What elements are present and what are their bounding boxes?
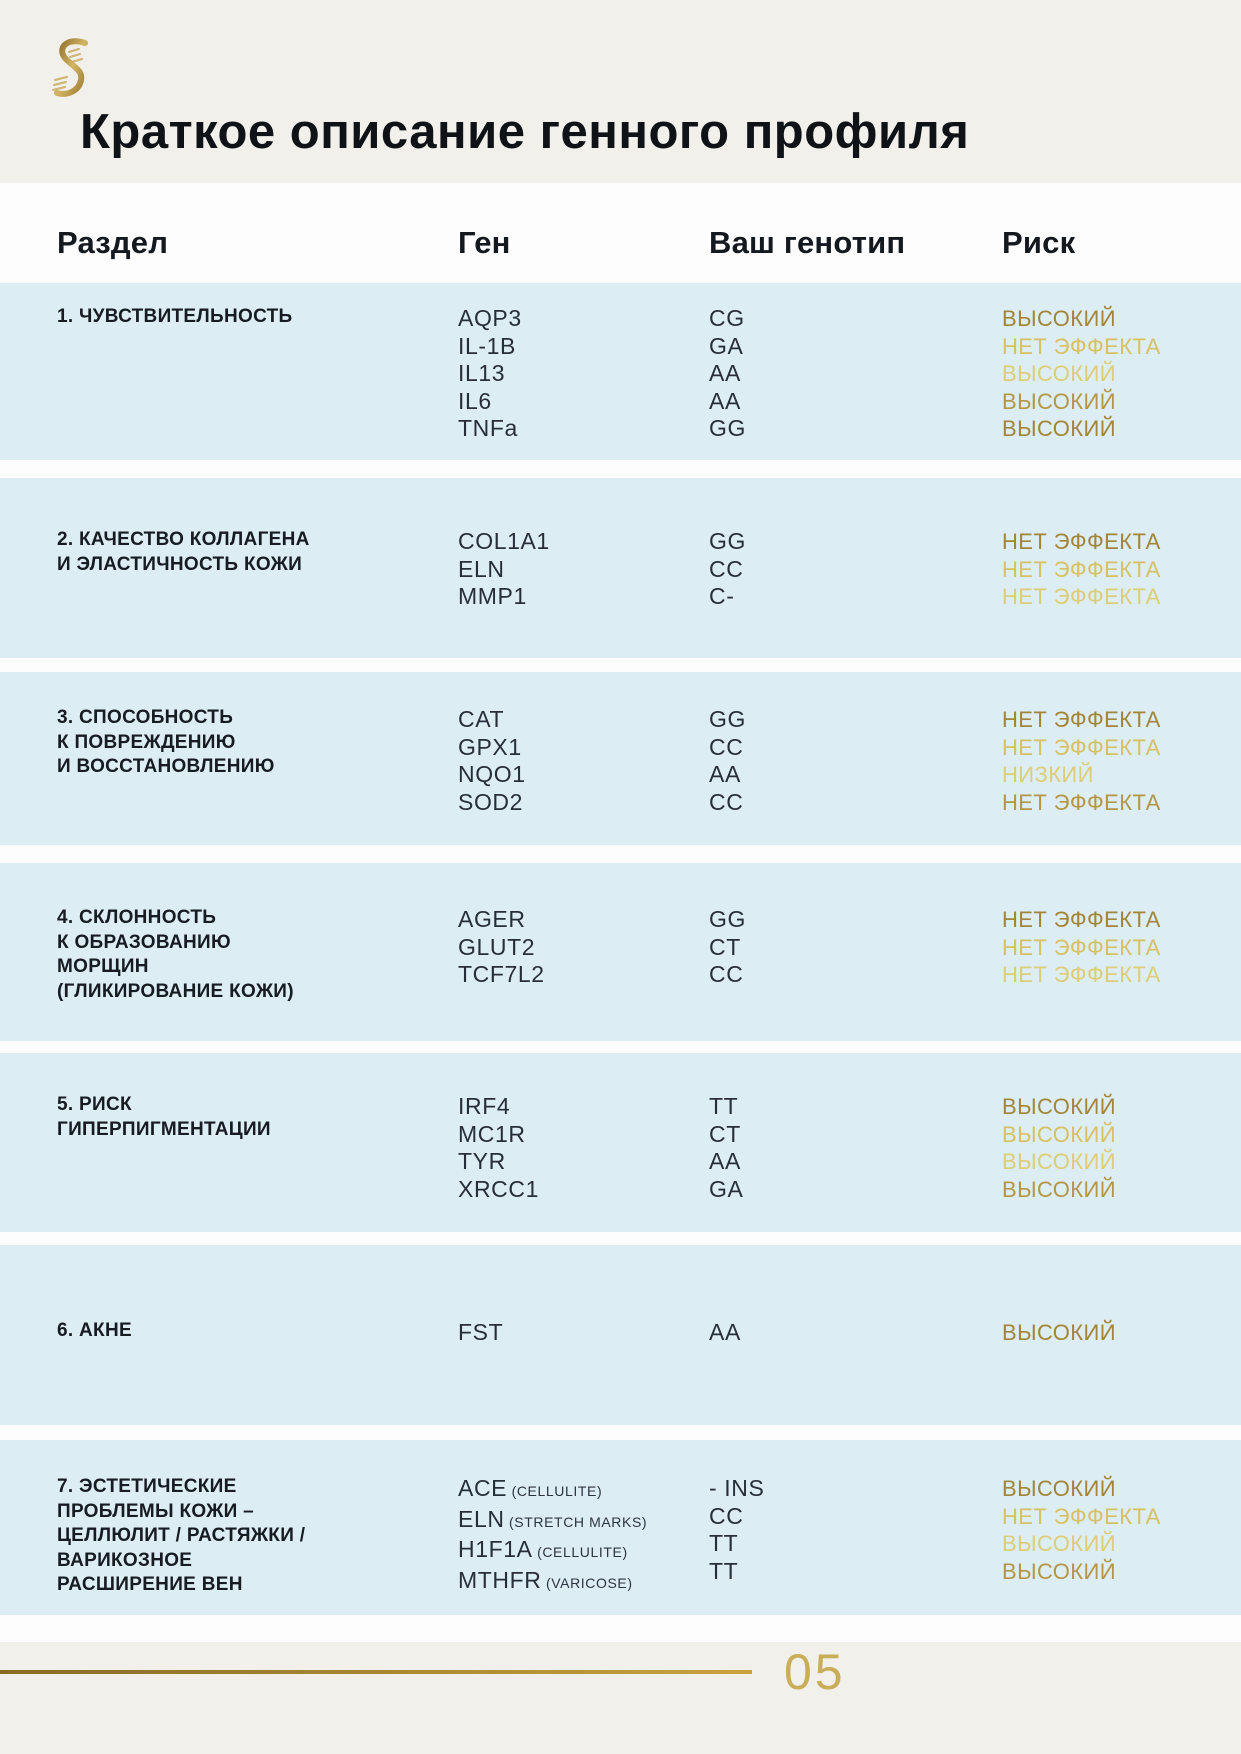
- genotype-value: AA: [709, 1319, 741, 1345]
- risk-value: ВЫСОКИЙ: [1002, 306, 1116, 331]
- genotype-value: CC: [709, 555, 744, 582]
- risk-value: ВЫСОКИЙ: [1002, 388, 1116, 414]
- risk-value: ВЫСОКИЙ: [1002, 1476, 1116, 1501]
- genotype-value: CC: [709, 1502, 744, 1529]
- gene-name: ELN: [458, 555, 505, 582]
- risk-value: НЕТ ЭФФЕКТА: [1002, 962, 1161, 988]
- section-title-line: И ЭЛАСТИЧНОСТЬ КОЖИ: [57, 553, 303, 575]
- section-band-5: [0, 1053, 1241, 1232]
- section-title-line: РАСШИРЕНИЕ ВЕН: [57, 1574, 243, 1595]
- section-title-line: 5. РИСК: [57, 1094, 132, 1115]
- genotype-value: CC: [709, 961, 744, 988]
- dna-logo-icon: [47, 36, 99, 100]
- gene-note: (VARICOSE): [541, 1574, 633, 1591]
- footer-divider-line: [0, 1670, 752, 1674]
- genotype-value: TT: [709, 1530, 739, 1557]
- gene-column: [458, 1319, 708, 1347]
- gene-name: AGER: [458, 906, 526, 932]
- gene-profile-table: [0, 183, 1241, 1642]
- risk-value: ВЫСОКИЙ: [1002, 416, 1116, 442]
- section-title-line: ЦЕЛЛЮЛИТ / РАСТЯЖКИ /: [57, 1525, 306, 1546]
- gene-name: H1F1A (CELLULITE): [458, 1536, 628, 1563]
- genotype-value: - INS: [709, 1475, 765, 1501]
- gene-name: CAT: [458, 706, 505, 732]
- risk-value: ВЫСОКИЙ: [1002, 1121, 1116, 1147]
- risk-value: ВЫСОКИЙ: [1002, 1149, 1116, 1175]
- gene-column: [458, 706, 708, 816]
- genotype-value: TT: [709, 1093, 739, 1119]
- section-band-3: [0, 672, 1241, 845]
- table-header-row: [0, 183, 1241, 283]
- section-band-2: [0, 478, 1241, 658]
- gene-name: MTHFR (VARICOSE): [458, 1566, 633, 1593]
- page-title: Краткое описание генного профиля: [80, 105, 970, 159]
- section-band-1: [0, 283, 1241, 460]
- genotype-value: TT: [709, 1557, 739, 1584]
- risk-value: НЕТ ЭФФЕКТА: [1002, 934, 1161, 960]
- gene-name: IRF4: [458, 1093, 511, 1119]
- section-title: [57, 906, 407, 1004]
- genotype-value: CT: [709, 1120, 741, 1147]
- risk-value: ВЫСОКИЙ: [1002, 1094, 1116, 1119]
- gene-name: ACE (CELLULITE): [458, 1475, 603, 1501]
- column-header-gene: Ген: [458, 225, 511, 260]
- gene-note: (CELLULITE): [507, 1483, 603, 1499]
- gene-column: [458, 528, 708, 611]
- section-title-line: 7. ЭСТЕТИЧЕСКИЕ: [57, 1476, 237, 1497]
- gene-name: TCF7L2: [458, 961, 545, 988]
- gene-name: IL13: [458, 360, 506, 387]
- column-header-genotype: Ваш генотип: [709, 225, 906, 260]
- genotype-value: GG: [709, 415, 746, 442]
- gene-name: SOD2: [458, 788, 524, 815]
- section-title-line: 2. КАЧЕСТВО КОЛЛАГЕНА: [57, 529, 310, 550]
- gene-name: GPX1: [458, 733, 522, 760]
- gene-name: COL1A1: [458, 528, 550, 554]
- genotype-value: CG: [709, 305, 745, 331]
- gene-name: NQO1: [458, 761, 526, 788]
- gene-name: MC1R: [458, 1120, 526, 1147]
- gene-name: TYR: [458, 1148, 506, 1175]
- section-title: [57, 1319, 407, 1344]
- column-header-risk: Риск: [1002, 225, 1076, 260]
- section-band-7: [0, 1440, 1241, 1615]
- risk-column: [1002, 906, 1241, 989]
- gene-column: [458, 1475, 708, 1597]
- section-band-6: [0, 1245, 1241, 1425]
- section-title-line: МОРЩИН: [57, 956, 149, 977]
- genotype-value: CC: [709, 733, 744, 760]
- gene-name: IL6: [458, 387, 492, 414]
- risk-value: НЕТ ЭФФЕКТА: [1002, 333, 1161, 359]
- section-band-4: [0, 863, 1241, 1041]
- column-header-section: Раздел: [57, 225, 169, 260]
- risk-value: НЕТ ЭФФЕКТА: [1002, 529, 1161, 554]
- genotype-value: GG: [709, 528, 746, 554]
- risk-column: [1002, 1319, 1241, 1347]
- section-title-line: ПРОБЛЕМЫ КОЖИ –: [57, 1500, 255, 1522]
- risk-value: НЕТ ЭФФЕКТА: [1002, 907, 1161, 932]
- genotype-value: GA: [709, 1175, 744, 1202]
- gene-note: (CELLULITE): [532, 1544, 628, 1561]
- risk-value: ВЫСОКИЙ: [1002, 1176, 1116, 1202]
- genotype-column: [709, 305, 949, 443]
- risk-column: [1002, 706, 1241, 816]
- genotype-column: [709, 1319, 949, 1347]
- risk-value: НИЗКИЙ: [1002, 762, 1094, 788]
- risk-value: НЕТ ЭФФЕКТА: [1002, 1503, 1161, 1529]
- genotype-column: [709, 906, 949, 989]
- gene-note: (STRETCH MARKS): [504, 1513, 648, 1530]
- sections-list: [0, 283, 1241, 1615]
- genotype-column: [709, 1093, 949, 1203]
- genotype-column: [709, 1475, 949, 1585]
- section-title: [57, 1093, 407, 1142]
- section-title: [57, 305, 407, 330]
- gene-name: TNFa: [458, 415, 518, 442]
- gene-name: XRCC1: [458, 1175, 539, 1202]
- genotype-value: CT: [709, 933, 741, 960]
- section-title-line: 1. ЧУВСТВИТЕЛЬНОСТЬ: [57, 306, 293, 327]
- genotype-value: AA: [709, 1148, 741, 1175]
- section-title-line: (ГЛИКИРОВАНИЕ КОЖИ): [57, 980, 294, 1002]
- section-title: [57, 706, 407, 780]
- section-title-line: И ВОССТАНОВЛЕНИЮ: [57, 756, 275, 777]
- section-title: [57, 528, 407, 577]
- genotype-column: [709, 528, 949, 611]
- section-title-line: ВАРИКОЗНОЕ: [57, 1549, 193, 1571]
- risk-value: НЕТ ЭФФЕКТА: [1002, 734, 1161, 760]
- risk-value: ВЫСОКИЙ: [1002, 1320, 1116, 1345]
- genotype-value: AA: [709, 761, 741, 788]
- risk-value: НЕТ ЭФФЕКТА: [1002, 789, 1161, 815]
- risk-value: ВЫСОКИЙ: [1002, 361, 1116, 387]
- risk-value: ВЫСОКИЙ: [1002, 1558, 1116, 1584]
- genotype-value: GG: [709, 906, 746, 932]
- genotype-value: GG: [709, 706, 746, 732]
- genotype-value: AA: [709, 360, 741, 387]
- risk-value: НЕТ ЭФФЕКТА: [1002, 707, 1161, 732]
- gene-name: MMP1: [458, 583, 527, 610]
- genotype-column: [709, 706, 949, 816]
- section-title-line: К ПОВРЕЖДЕНИЮ: [57, 731, 236, 753]
- risk-column: [1002, 1093, 1241, 1203]
- page-number: 05: [784, 1644, 846, 1700]
- genotype-value: C-: [709, 583, 735, 610]
- risk-value: ВЫСОКИЙ: [1002, 1531, 1116, 1557]
- gene-name: GLUT2: [458, 933, 536, 960]
- section-title-line: 4. СКЛОННОСТЬ: [57, 907, 217, 928]
- gene-name: AQP3: [458, 305, 522, 331]
- gene-name: FST: [458, 1319, 504, 1345]
- section-title-line: К ОБРАЗОВАНИЮ: [57, 931, 231, 953]
- gene-name: IL-1B: [458, 332, 516, 359]
- section-title: [57, 1475, 407, 1598]
- risk-column: [1002, 528, 1241, 611]
- section-title-line: 3. СПОСОБНОСТЬ: [57, 707, 234, 728]
- risk-column: [1002, 1475, 1241, 1585]
- risk-value: НЕТ ЭФФЕКТА: [1002, 584, 1161, 610]
- section-title-line: ГИПЕРПИГМЕНТАЦИИ: [57, 1118, 271, 1140]
- gene-column: [458, 305, 708, 443]
- genotype-value: AA: [709, 387, 741, 414]
- section-title-line: 6. АКНЕ: [57, 1320, 132, 1341]
- gene-column: [458, 906, 708, 989]
- genotype-value: CC: [709, 788, 744, 815]
- risk-column: [1002, 305, 1241, 443]
- gene-name: ELN (STRETCH MARKS): [458, 1505, 648, 1532]
- gene-column: [458, 1093, 708, 1203]
- risk-value: НЕТ ЭФФЕКТА: [1002, 556, 1161, 582]
- genotype-value: GA: [709, 332, 744, 359]
